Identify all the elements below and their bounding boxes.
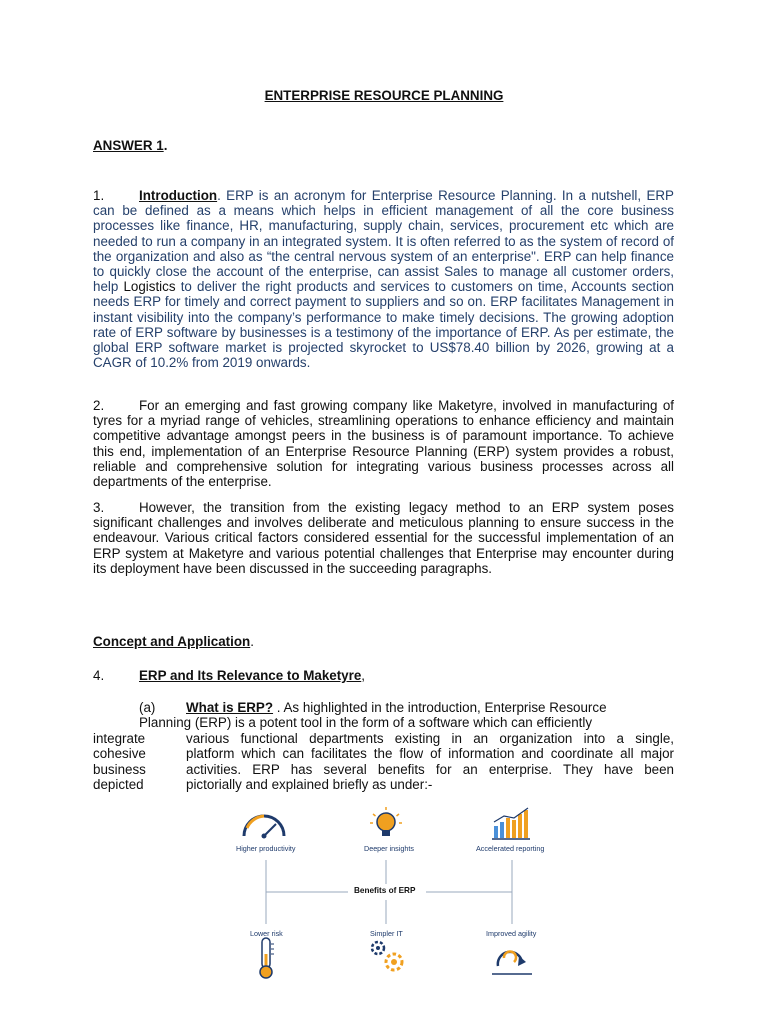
document-title: ENTERPRISE RESOURCE PLANNING <box>264 88 504 103</box>
paragraph-3-body: However, the transition from the existing legacy method to an ERP system poses significant challenges and involves deliberate and meticulous planning to ensure success in the endeavour. Various critical factors considered essential for the successful implementation of an ERP system at Maketyre and various potential challenges that Enterprise may encounter during its deployment have been discussed in the succeeding paragraphs. <box>93 500 674 576</box>
paragraph-3-number: 3. <box>93 500 105 515</box>
paragraph-4a-right-line: pictorially and explained briefly as under:- <box>186 777 433 792</box>
lightbulb-icon <box>370 807 402 836</box>
paragraph-4-suffix: , <box>361 668 366 683</box>
paragraph-1-body-a: . ERP is an acronym for Enterprise Resource Planning. In a nutshell, ERP can be defined as a means which helps in efficient management of all the core business processes like finance, HR, manufacturing, supply chain, services, procurement etc which are needed to run a company in an integrated system. It is often referred to as the system of record of the organization and also as “the central nervous system of an enterprise". ERP can help finance to quickly close the account of the enterprise, can assist Sales to manage all customer orders, help <box>93 188 674 295</box>
benefits-figure <box>236 806 546 984</box>
paragraph-4 <box>93 668 674 683</box>
answer-heading <box>93 138 167 153</box>
benefits-center-label: Benefits of ERP <box>354 886 416 895</box>
paragraph-4a-left-word: business <box>93 762 146 777</box>
benefit-label: Lower risk <box>250 929 283 938</box>
paragraph-4a-right-line: various functional departments existing in an organization into a single, <box>186 731 674 746</box>
paragraph-4a-right-line: platform which can facilitates the flow of information and coordinate all major <box>186 746 674 761</box>
paragraph-4-heading: ERP and Its Relevance to Maketyre <box>139 668 362 683</box>
benefit-label: Accelerated reporting <box>476 844 545 853</box>
answer-label: ANSWER 1 <box>93 138 164 153</box>
paragraph-4a-left-word: cohesive <box>93 746 146 761</box>
paragraph-1-body-b: to deliver the right products and services to customers on time, Accounts section needs ERP for timely and correct payment to suppliers and so on. ERP facilitates Management in instant visibility into the company’s performance to make timely decisions. The growing adoption rate of ERP software by businesses is a testimony of the importance of ERP. As per estimate, the global ERP software market is projected skyrocket to US$78.40 billion by 2026, growing at a CAGR of 10.2% from 2019 onwards. <box>93 279 674 371</box>
benefit-label: Simpler IT <box>370 929 403 938</box>
benefit-label: Deeper insights <box>364 844 414 853</box>
concept-heading-text: Concept and Application <box>93 634 251 649</box>
bar-chart-icon <box>492 808 530 839</box>
paragraph-4a-left-word: integrate <box>93 731 146 746</box>
paragraph-1-heading: Introduction <box>139 188 218 203</box>
concept-heading <box>93 634 254 649</box>
paragraph-4a-label: (a) <box>139 700 156 715</box>
paragraph-1 <box>93 188 674 370</box>
gauge-icon <box>244 816 284 839</box>
paragraph-2 <box>93 398 674 489</box>
paragraph-2-number: 2. <box>93 398 105 413</box>
paragraph-1-logistics: Logistics <box>123 279 176 295</box>
paragraph-4a-right-line: activities. ERP has several benefits for an enterprise. They have been <box>186 762 674 777</box>
gears-icon <box>372 942 402 970</box>
benefits-diagram <box>236 806 546 984</box>
benefit-label: Improved agility <box>486 929 537 938</box>
paragraph-4a-line1-rest: . As highlighted in the introduction, Enterprise Resource <box>273 700 607 715</box>
paragraph-4a-heading: What is ERP? <box>186 700 274 715</box>
concept-heading-suffix: . <box>250 634 254 649</box>
paragraph-4a-line2: Planning (ERP) is a potent tool in the form of a software which can efficiently <box>139 715 593 730</box>
paragraph-4a-left-word: depicted <box>93 777 144 792</box>
paragraph-2-body: For an emerging and fast growing company like Maketyre, involved in manufacturing of tyres for a myriad range of vehicles, streamlining operations to enhance efficiency and maintain competitive advantage amongst peers in the business is of paramount importance. To achieve this end, implementation of an Enterprise Resource Planning (ERP) system provides a robust, reliable and comprehensive solution for integrating various business processes across all departments of the enterprise. <box>93 398 674 490</box>
answer-suffix: . <box>163 138 168 153</box>
benefit-label: Higher productivity <box>236 844 296 853</box>
paragraph-4-number: 4. <box>93 668 105 683</box>
cycle-arrows-icon <box>492 952 532 974</box>
thermometer-icon <box>260 938 274 978</box>
paragraph-3 <box>93 500 674 576</box>
paragraph-1-number: 1. <box>93 188 105 203</box>
